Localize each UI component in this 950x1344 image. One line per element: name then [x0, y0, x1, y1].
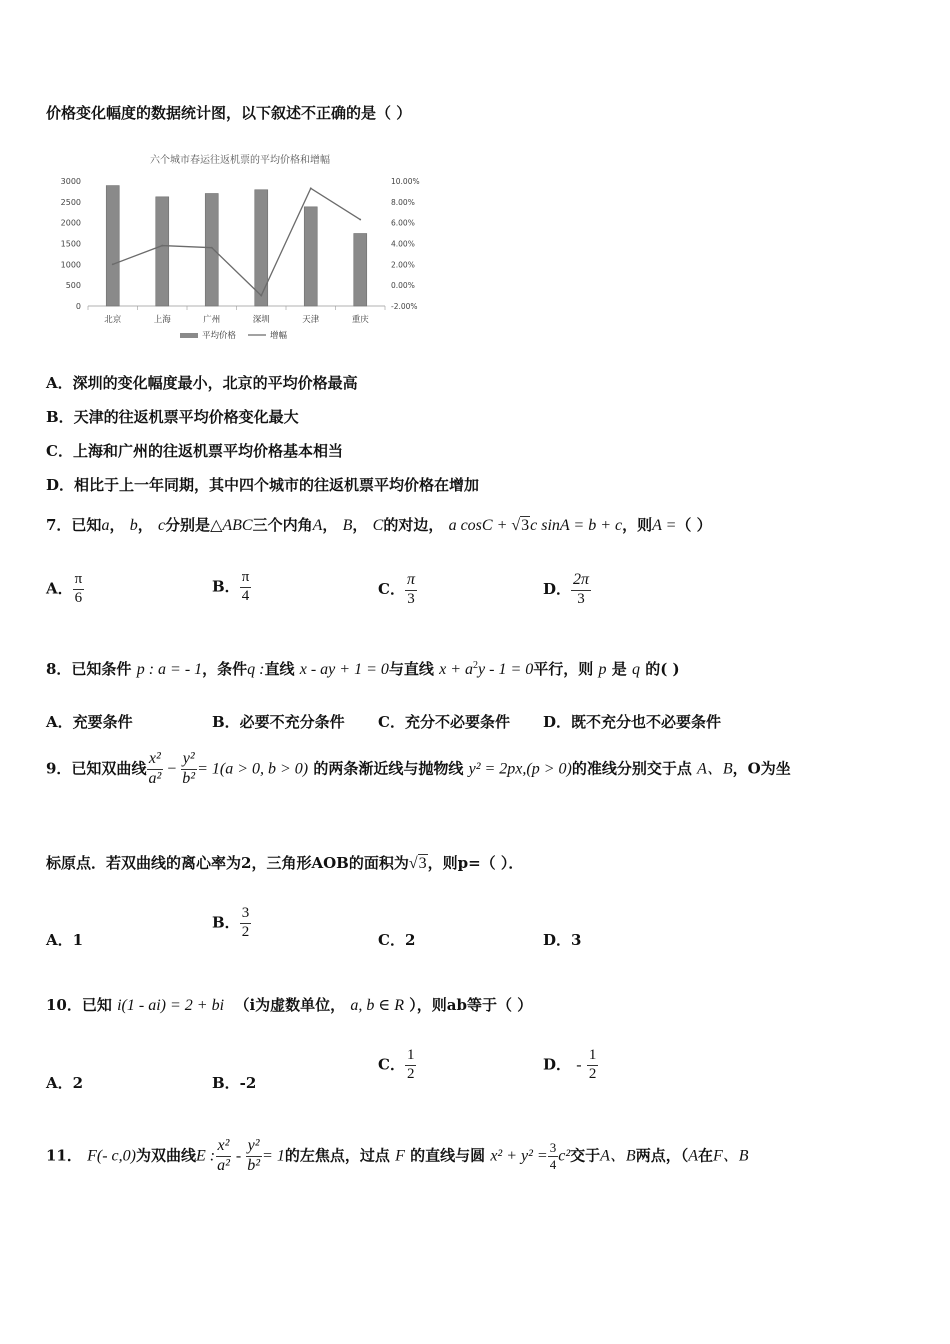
q10-option-a: A．2 [46, 1074, 84, 1092]
q9-stem-line1: 9．已知双曲线 $\frac{\text{x²}}{\text{a²}}$ − $\frac{\text{y²}}{\text{b²}}$ = 1(a > 0, b > 0) 的两条渐近线与抛物线 y² = 2px,(p > 0)的准线分别交于点 A、B，O为坐 [46, 750, 791, 787]
left-axis-tick-label: 1000 [60, 260, 81, 270]
q8-option-c: C．充分不必要条件 [378, 713, 510, 731]
x-tick-label: 天津 [302, 315, 320, 325]
bar-上海 [156, 197, 169, 306]
growth-point-深圳 [260, 295, 262, 297]
x-tick-label: 重庆 [351, 315, 369, 325]
q9-option-b: B． $\frac{3}{2}$ [212, 905, 250, 940]
q8-option-a: A．充要条件 [46, 713, 133, 731]
right-axis-tick-label: 0.00% [391, 281, 415, 291]
q7-stem: 7．已知a， b， c分别是△ABC三个内角A， B， C的对边， a cosC + √3c sinA = b + c，则A =（ ） [46, 516, 712, 534]
q8-option-d: D．既不充分也不必要条件 [543, 713, 722, 731]
q10-stem: 10．已知 i(1 - ai) = 2 + bi （i为虚数单位， a, b ∈ R ），则ab等于（ ） [46, 996, 533, 1014]
q8-stem: 8．已知条件 p : a = - 1，条件q :直线 x - ay + 1 = 0与直线 $x + a^2y - 1 = 0$平行，则 p 是 q 的( ) [46, 660, 680, 678]
left-axis-tick-label: 2000 [60, 218, 81, 228]
question-intro: 价格变化幅度的数据统计图，以下叙述不正确的是（ ） [46, 104, 412, 122]
bar-天津 [304, 207, 317, 306]
left-axis-tick-label: 2500 [60, 197, 81, 207]
growth-point-重庆 [359, 219, 361, 221]
q8-option-b: B．必要不充分条件 [212, 713, 345, 731]
right-axis-tick-label: 10.00% [391, 177, 420, 186]
q7-option-b: B． $\frac{\pi}{4}$ [212, 569, 250, 604]
q9-stem-line2: 标原点．若双曲线的离心率为2，三角形AOB的面积为√3，则p=（ ）． [46, 854, 524, 872]
q7-option-c: C． $\frac{\pi}{3}$ [378, 571, 415, 607]
q7-option-a: A． $\frac{\pi}{6}$ [46, 571, 83, 606]
right-axis-tick-label: 8.00% [391, 197, 415, 207]
left-axis-tick-label: 500 [65, 281, 81, 291]
growth-line [113, 188, 361, 295]
growth-point-广州 [211, 247, 213, 249]
left-axis-tick-label: 3000 [60, 177, 81, 186]
legend-line-label: 增幅 [270, 331, 288, 341]
bar-深圳 [255, 190, 268, 306]
price-chart [50, 148, 430, 353]
q9-option-c: C．2 [378, 931, 416, 949]
q7-option-d: D． $\frac{2\pi}{3}$ [543, 571, 590, 607]
q6-option-d: D．相比于上一年同期，其中四个城市的往返机票平均价格在增加 [46, 476, 480, 494]
left-axis-tick-label: 0 [75, 302, 81, 311]
x-tick-label: 广州 [203, 315, 221, 325]
left-axis-tick-label: 1500 [60, 239, 81, 249]
q9-option-d: D．3 [543, 931, 582, 949]
growth-point-天津 [310, 187, 312, 189]
right-axis-tick-label: 4.00% [391, 239, 415, 249]
q6-option-c: C．上海和广州的往返机票平均价格基本相当 [46, 442, 343, 460]
chart-title: 六个城市春运往返机票的平均价格和增幅 [150, 155, 330, 166]
legend-bar-swatch [180, 333, 198, 338]
q6-option-b: B．天津的往返机票平均价格变化最大 [46, 408, 299, 426]
right-axis-tick-label: 2.00% [391, 260, 415, 270]
q10-option-d: D． - $\frac{1}{2}$ [543, 1047, 597, 1082]
x-tick-label: 上海 [153, 315, 171, 325]
growth-point-北京 [112, 263, 114, 265]
q10-option-c: C． $\frac{1}{2}$ [378, 1047, 415, 1082]
bar-北京 [106, 186, 119, 306]
q9-option-a: A．1 [46, 931, 84, 949]
q6-option-a: A．深圳的变化幅度最小，北京的平均价格最高 [46, 374, 358, 392]
x-tick-label: 深圳 [252, 315, 270, 325]
q11-stem: 11． F(- c,0)为双曲线E : $\frac{\text{x²}}{\text{a²}}$ - $\frac{\text{y²}}{\text{b²}}$ = 1的左焦点，过点 F 的直线与圆 x² + y² = $\frac{3}{4}$ c²交于A、B两点，（A在F、B [46, 1137, 749, 1174]
x-tick-label: 北京 [104, 315, 122, 325]
right-axis-tick-label: -2.00% [391, 302, 418, 311]
growth-point-上海 [161, 245, 163, 247]
bar-重庆 [354, 234, 367, 307]
bar-广州 [205, 194, 218, 307]
right-axis-tick-label: 6.00% [391, 218, 415, 228]
q10-option-b: B．-2 [212, 1074, 257, 1092]
legend-bar-label: 平均价格 [202, 331, 237, 341]
